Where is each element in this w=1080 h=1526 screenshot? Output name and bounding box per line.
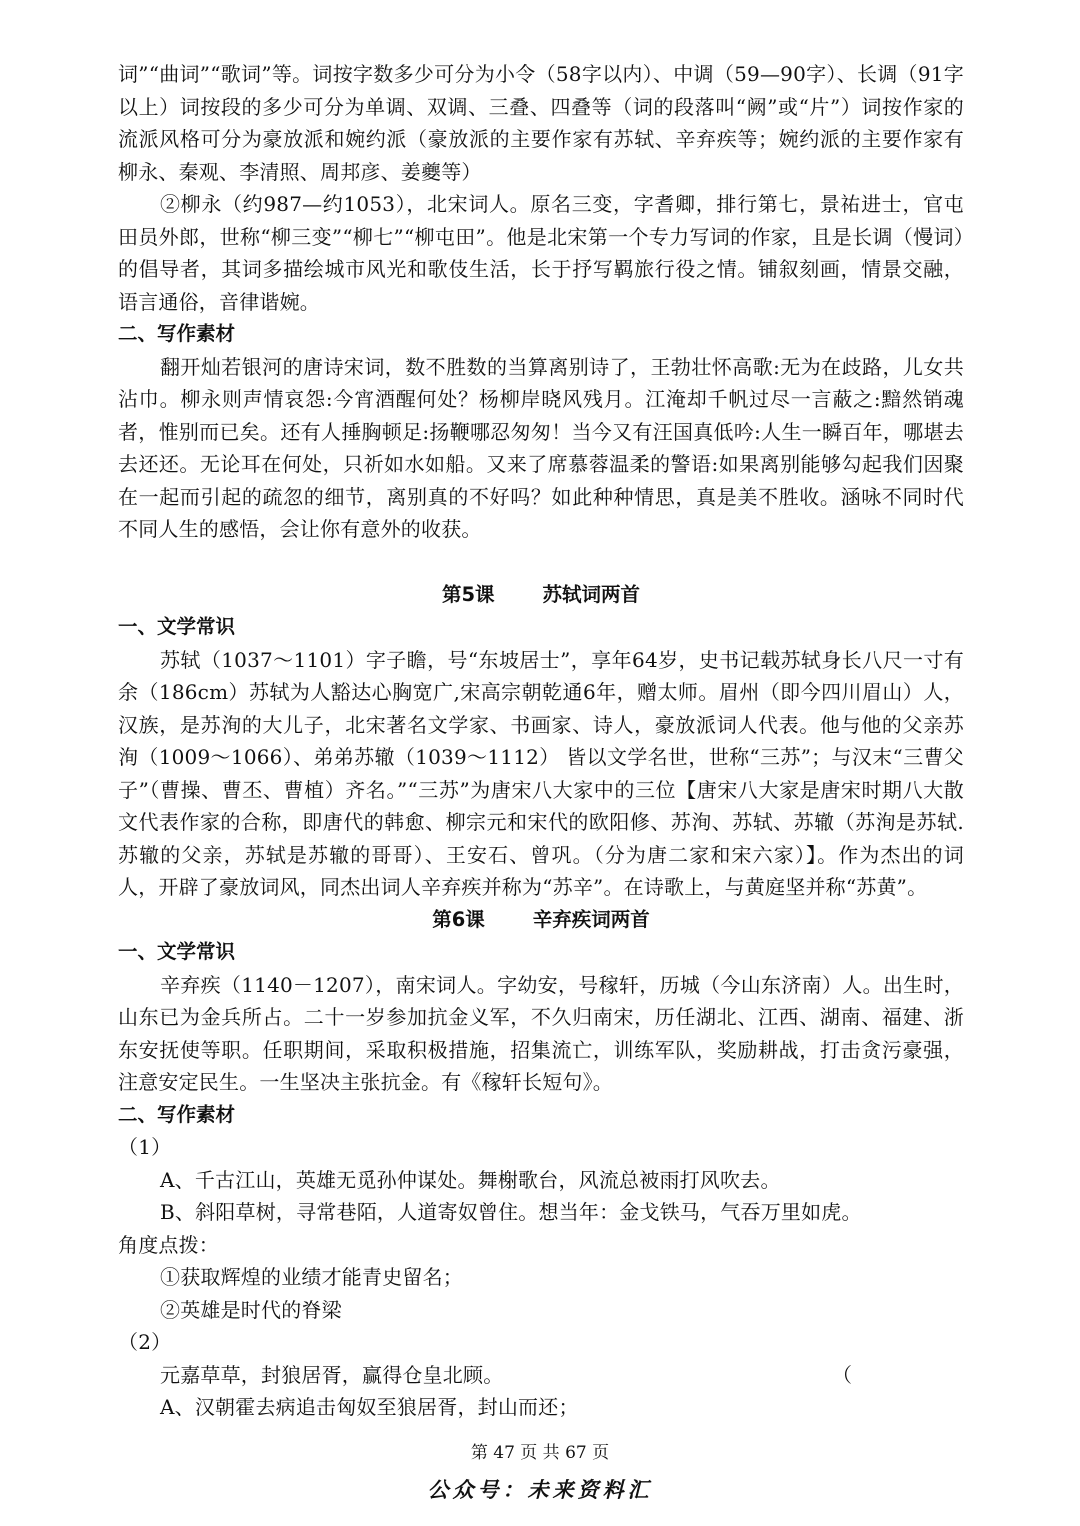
item-1-label: （1） (118, 1135, 172, 1159)
lesson-6-title (118, 904, 964, 937)
item-2-label: （2） (118, 1330, 172, 1354)
paragraph-ci-classification: 词”“曲词”“歌词”等。词按字数多少可分为小令（58字以内）、中调（59—90字）、长调（91字以上）词按段的多少可分为单调、双调、三叠、四叠等（词的段落叫“阙”或“片”）词按作家的流派风格可分为豪放派和婉约派（豪放派的主要作家有苏轼、辛弃疾等；婉约派的主要作家有柳永、秦观、李清照、周邦彦、姜夔等） (118, 62, 964, 184)
lesson-5-title (118, 579, 964, 612)
watermark: 公众号：未来资料汇 (427, 1477, 653, 1502)
paragraph-liu-yong: ②柳永（约987—约1053），北宋词人。原名三变，字耆卿，排行第七，景祐进士，官屯田员外郎，世称“柳三变”“柳七”“柳屯田”。他是北宋第一个专力写词的作家，且是长调（慢词）的倡导者，其词多描绘城市风光和歌伎生活，长于抒写羁旅行役之情。铺叙刻画，情景交融，语言通俗，音律谐婉。 (118, 192, 964, 314)
item-1-option-b: B、斜阳草树，寻常巷陌，人道寄奴曾住。想当年：金戈铁马，气吞万里如虎。 (160, 1200, 862, 1224)
heading-writing-material-1: 二、写作素材 (118, 322, 236, 345)
item-1-option-a: A、千古江山，英雄无觅孙仲谋处。舞榭歌台，风流总被雨打风吹去。 (160, 1167, 781, 1192)
item-2-question-text: 元嘉草草，封狼居胥，赢得仓皇北顾。 (160, 1362, 504, 1387)
angle-hint-label: 角度点拨： (118, 1232, 219, 1257)
paragraph-farewell-poems: 翻开灿若银河的唐诗宋词，数不胜数的当算离别诗了，王勃壮怀高歌:无为在歧路，儿女共沾巾。柳永则声情哀怨:今宵酒醒何处？杨柳岸晓风残月。江淹却千帆过尽一言蔽之:黯然销魂者，惟别而已矣。还有人捶胸顿足:扬鞭哪忍匆匆！当今又有汪国真低吟:人生一瞬百年，哪堪去去还还。无论耳在何处，只祈如水如船。又来了席慕蓉温柔的警语:如果离别能够勾起我们因聚在一起而引起的疏忽的细节，离别真的不好吗？如此种种情思，真是美不胜收。涵咏不同时代不同人生的感悟，会让你有意外的收获。 (118, 354, 964, 541)
angle-hint-1: ①获取辉煌的业绩才能青史留名； (160, 1265, 463, 1289)
page-number: 第 47 页 共 67 页 (470, 1443, 610, 1463)
paragraph-su-shi: 苏轼（1037～1101）字子瞻，号“东坡居士”，享年64岁，史书记载苏轼身长八尺一寸有余（186cm）苏轼为人豁达心胸宽广,宋高宗朝乾通6年，赠太师。眉州（即今四川眉山）人，汉族，是苏洵的大儿子，北宋著名文学家、书画家、诗人，豪放派词人代表。他与他的父亲苏洵（1009～1066）、弟弟苏辙（1039～1112） 皆以文学名世，世称“三苏”；与汉末“三曹父子”（曹操、曹丕、曹植）齐名。”“三苏”为唐宋八大家中的三位【唐宋八大家是唐宋时期八大散文代表作家的合称，即唐代的韩愈、柳宗元和宋代的欧阳修、苏洵、苏轼、苏辙（苏洵是苏轼.苏辙的父亲，苏轼是苏辙的哥哥）、王安石、曾巩。（分为唐二家和宋六家）】。作为杰出的词人，开辟了豪放词风，同杰出词人辛弃疾并称为“苏辛”。在诗歌上，与黄庭坚并称“苏黄”。 (118, 647, 964, 899)
item-2-question (118, 1359, 964, 1392)
paragraph-xin-qiji: 辛弃疾（1140－1207），南宋词人。字幼安，号稼轩，历城（今山东济南）人。出生时，山东已为金兵所占。二十一岁参加抗金义军，不久归南宋，历任湖北、江西、湖南、福建、浙东安抚使等职。任职期间，采取积极措施，招集流亡，训练军队，奖励耕战，打击贪污豪强，注意安定民生。一生坚决主张抗金。有《稼轩长短句》。 (118, 972, 964, 1094)
lesson-6-number: 第6课 (432, 907, 485, 931)
lesson-5-name: 苏轼词两首 (542, 582, 641, 606)
item-2-option-a: A、汉朝霍去病追击匈奴至狼居胥，封山而还； (160, 1395, 579, 1419)
lesson-5-number: 第5课 (441, 582, 495, 606)
heading-literary-knowledge-6: 一、文学常识 (118, 940, 236, 963)
document-page (118, 58, 964, 1424)
heading-writing-material-6: 二、写作素材 (118, 1102, 236, 1126)
heading-literary-knowledge-5: 一、文学常识 (118, 615, 236, 638)
angle-hint-2: ②英雄是时代的脊梁 (160, 1297, 342, 1322)
lesson-6-name: 辛弃疾词两首 (532, 907, 650, 931)
answer-paren: （ (832, 1362, 853, 1387)
